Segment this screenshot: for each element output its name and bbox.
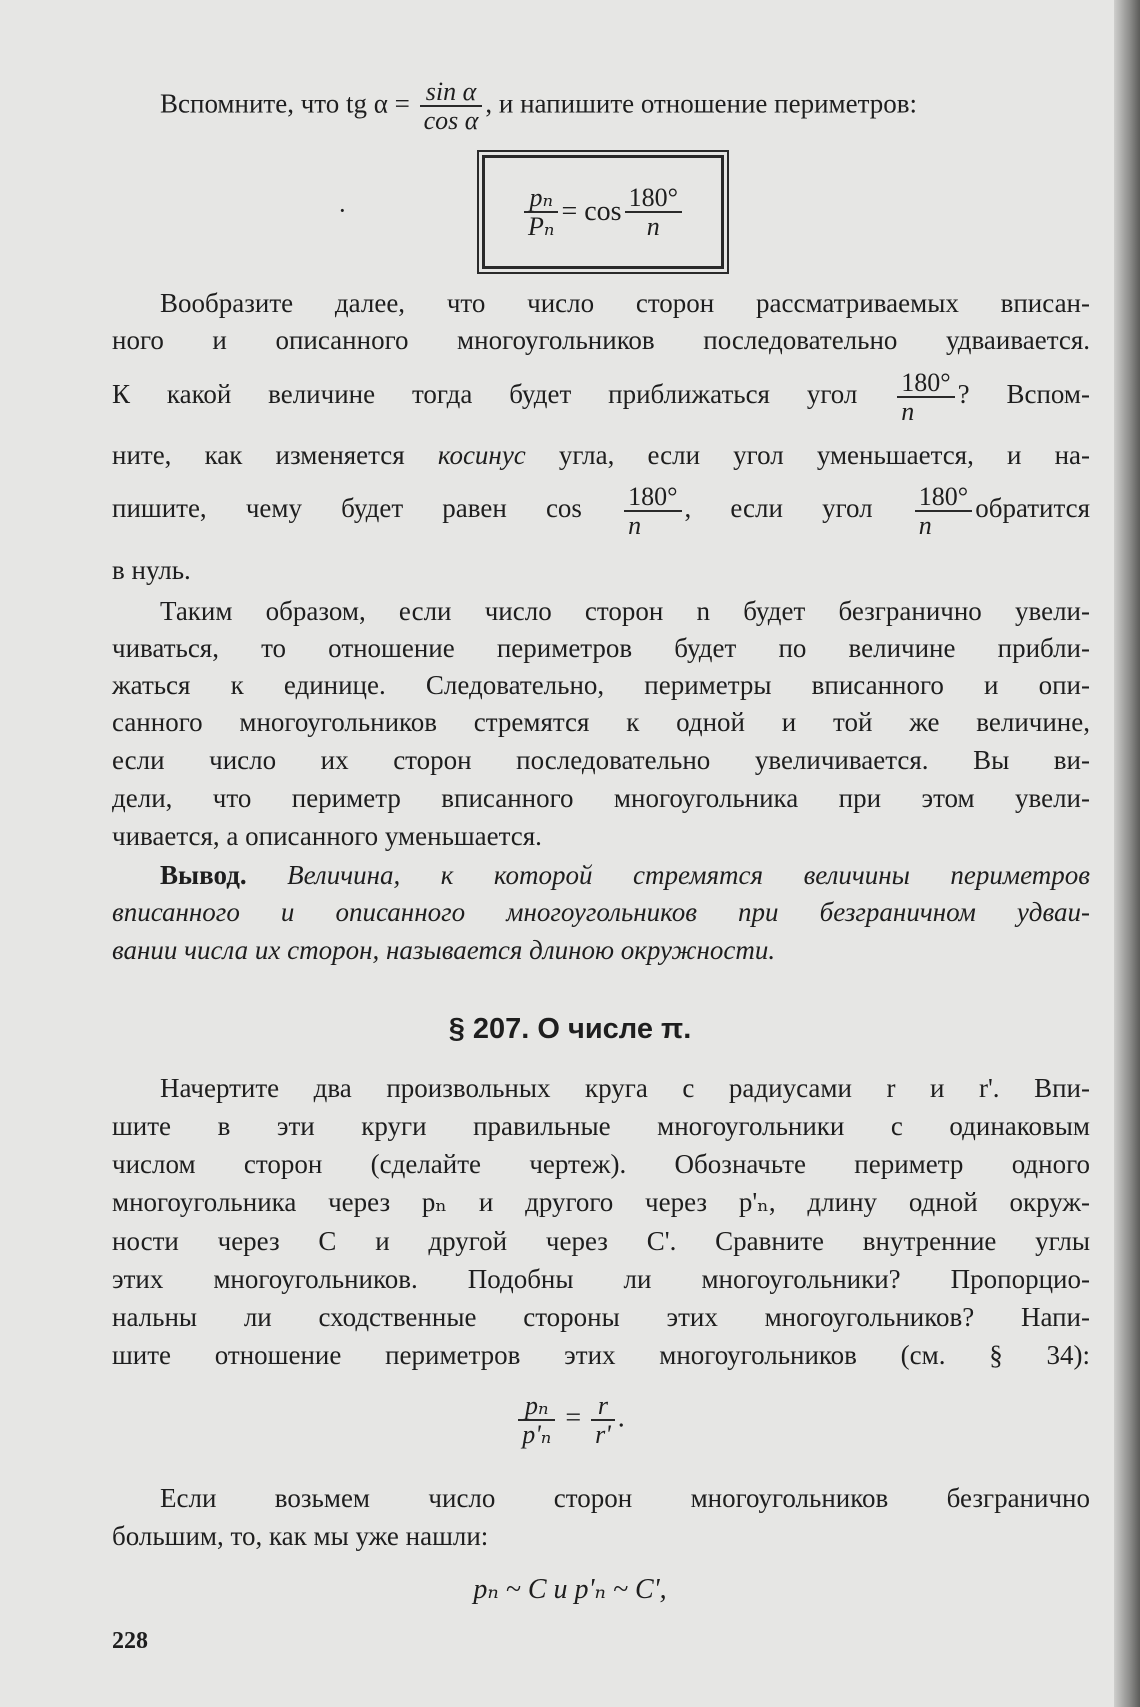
p2-line-5-b: , если угол bbox=[684, 493, 873, 523]
angle-fraction-2 bbox=[897, 369, 954, 426]
speck-mark: · bbox=[338, 196, 347, 225]
angle2-numerator: 180° bbox=[901, 367, 951, 397]
p4-line-3: числом сторон (сделайте чертеж). Обозначьте периметр одного bbox=[112, 1149, 1090, 1179]
perimeter-radius-equation: $\frac{\text{pₙ}}{\text{p'ₙ}}$ = $\frac{r}{r'}$ . bbox=[0, 1392, 1140, 1449]
angle-fraction-3 bbox=[624, 483, 681, 540]
p4-line-6: этих многоугольников. Подобны ли многоугольники? Пропорцио- bbox=[112, 1264, 1090, 1294]
intro-text-post: , и напишите отношение периметров: bbox=[485, 88, 917, 119]
eq2-lhs-denominator: p'ₙ bbox=[518, 1419, 555, 1448]
boxed-equals-cos: = cos bbox=[561, 196, 622, 227]
p3-line-5: если число их сторон последовательно увеличивается. Вы ви- bbox=[112, 745, 1090, 775]
p2-line-4-a: ните, как изменяется bbox=[112, 440, 438, 470]
p2-line-5-a: пишите, чему будет равен cos bbox=[112, 493, 582, 523]
angle4-denominator: n bbox=[915, 510, 972, 539]
p3-line-4: санного многоугольников стремятся к одной и той же величине, bbox=[112, 707, 1090, 737]
section-title: § 207. О числе π. bbox=[448, 1013, 692, 1045]
perimeter-inscribed: pₙ bbox=[529, 182, 553, 212]
p3-line-6: дели, что периметр вписанного многоугольника при этом увели- bbox=[112, 783, 1090, 813]
p5-line-2: большим, то, как мы уже нашли: bbox=[112, 1521, 489, 1551]
page-edge-shadow bbox=[1114, 0, 1140, 1707]
p3-line-1: Таким образом, если число сторон n будет безгранично увели- bbox=[160, 596, 1090, 626]
p2-line-5-c: обратится bbox=[975, 493, 1091, 523]
tangent-denominator: cos α bbox=[420, 105, 483, 134]
p4-line-2: шите в эти круги правильные многоугольники с одинаковым bbox=[112, 1111, 1090, 1141]
p3-line-2: чиваться, то отношение периметров будет по величине прибли- bbox=[112, 633, 1090, 663]
eq2-period: . bbox=[617, 1402, 625, 1434]
perimeter-ratio-fraction bbox=[524, 184, 558, 241]
angle-fraction bbox=[625, 184, 682, 241]
p4-line-8: шите отношение периметров этих многоугольников (см. § 34): bbox=[112, 1340, 1090, 1370]
p3-line-3: жаться к единице. Следовательно, периметры вписанного и опи- bbox=[112, 670, 1090, 700]
conclusion-text-1: Величина, к которой стремятся величины периметров bbox=[287, 860, 1090, 890]
eq2-rhs-fraction bbox=[591, 1392, 615, 1449]
p2-line-3-pre: К какой величине тогда будет приближаться угол bbox=[112, 379, 858, 409]
p5-line-1: Если возьмем число сторон многоугольников безгранично bbox=[160, 1483, 1090, 1513]
angle-denominator: n bbox=[625, 211, 682, 240]
page-number: 228 bbox=[112, 1628, 148, 1654]
conclusion-line-3: вании числа их сторон, называется длиною окружности. bbox=[112, 935, 776, 965]
p2-line-1: Вообразите далее, что число сторон рассматриваемых вписан- bbox=[160, 288, 1090, 318]
angle-fraction-4 bbox=[915, 483, 972, 540]
p2-line-5 bbox=[112, 478, 1090, 539]
cosine-word: косинус bbox=[437, 440, 526, 470]
p4-line-5: ности через C и другой через C'. Сравните внутренние углы bbox=[112, 1226, 1090, 1256]
p2-line-4 bbox=[112, 438, 1090, 472]
p2-line-3 bbox=[112, 364, 1090, 425]
eq2-lhs-numerator: pₙ bbox=[524, 1391, 549, 1420]
p2-line-3-post: ? Вспом- bbox=[957, 379, 1090, 409]
angle-numerator: 180° bbox=[628, 182, 678, 212]
p2-line-4-b: угла, если угол уменьшается, и на- bbox=[525, 440, 1090, 470]
p4-line-7: нальны ли сходственные стороны этих многоугольников? Напи- bbox=[112, 1302, 1090, 1332]
limit-equation: pₙ ~ C и p'ₙ ~ C', bbox=[473, 1574, 667, 1605]
perimeter-circumscribed: Pₙ bbox=[524, 211, 558, 240]
intro-line bbox=[160, 78, 1090, 135]
angle3-denominator: n bbox=[624, 510, 681, 539]
angle3-numerator: 180° bbox=[628, 481, 678, 511]
boxed-formula bbox=[482, 155, 724, 269]
conclusion-line-1 bbox=[160, 858, 1090, 892]
angle4-numerator: 180° bbox=[918, 481, 969, 511]
conclusion-label: Вывод. bbox=[160, 860, 247, 890]
conclusion-line-2: вписанного и описанного многоугольников при безграничном удваи- bbox=[112, 897, 1090, 927]
p2-line-2: ного и описанного многоугольников последовательно удваивается. bbox=[112, 325, 1090, 355]
tangent-fraction bbox=[420, 78, 483, 135]
eq2-rhs-denominator: r' bbox=[591, 1419, 615, 1448]
p2-line-6: в нуль. bbox=[112, 555, 191, 585]
intro-text-pre: Вспомните, что tg α = bbox=[160, 88, 410, 119]
eq2-lhs-fraction bbox=[518, 1392, 555, 1449]
p4-line-1: Начертите два произвольных круга с радиусами r и r'. Впи- bbox=[160, 1073, 1090, 1103]
p3-line-7: чивается, а описанного уменьшается. bbox=[112, 821, 542, 851]
p4-line-4: многоугольника через pₙ и другого через p'ₙ, длину одной окруж- bbox=[112, 1187, 1090, 1217]
eq2-rhs-numerator: r bbox=[597, 1391, 609, 1420]
angle2-denominator: n bbox=[897, 396, 954, 425]
tangent-numerator: sin α bbox=[425, 77, 477, 106]
